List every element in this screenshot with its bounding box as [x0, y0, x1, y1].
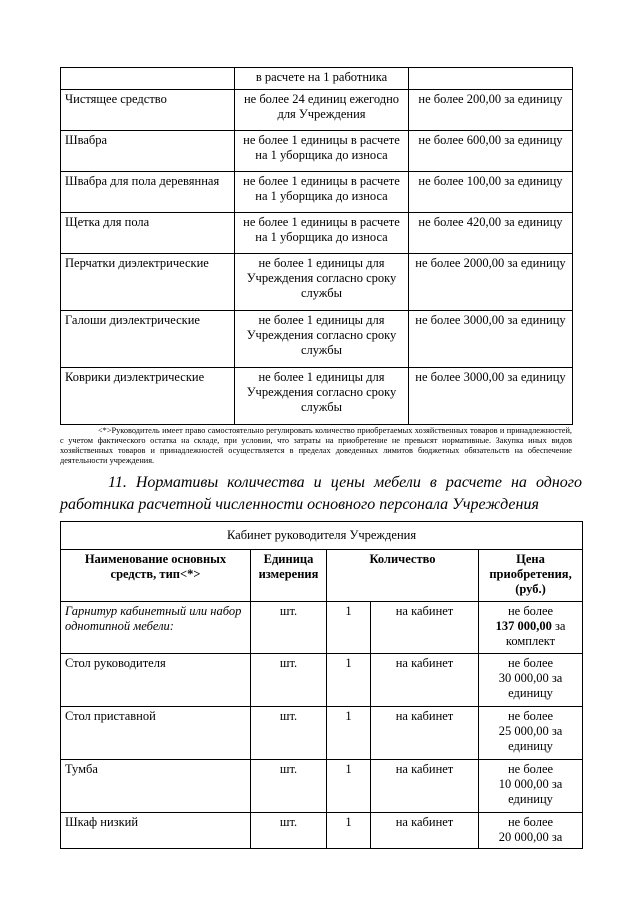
item-name: Перчатки диэлектрические	[61, 254, 235, 311]
cabinet-header-row	[61, 522, 583, 550]
price-suffix: единицу	[508, 686, 553, 700]
price-cell	[479, 602, 583, 654]
price-prefix: не более	[507, 604, 554, 618]
norm-cell: не более 1 единицы для Учреждения согласно сроку службы	[235, 311, 409, 368]
table-row	[61, 760, 583, 813]
price-prefix: не более	[507, 656, 554, 670]
price-cell: не более 420,00 за единицу	[409, 213, 573, 254]
item-name: Швабра для пола деревянная	[61, 172, 235, 213]
price-cell: не более 2000,00 за единицу	[409, 254, 573, 311]
header-name: Наименование основных средств, тип<*>	[61, 550, 251, 602]
item-name: Гарнитур кабинетный или набор однотипной мебели:	[61, 602, 251, 654]
table-row	[61, 311, 573, 368]
price-prefix: не более	[507, 762, 554, 776]
item-name: Шкаф низкий	[61, 813, 251, 849]
per-cell: на кабинет	[371, 760, 479, 813]
header-unit: Единица измерения	[251, 550, 327, 602]
item-name: Швабра	[61, 131, 235, 172]
item-name: Тумба	[61, 760, 251, 813]
price-cell: не более 100,00 за единицу	[409, 172, 573, 213]
table-row	[61, 707, 583, 760]
norm-cell: не более 1 единицы для Учреждения согласно сроку службы	[235, 368, 409, 425]
item-name: Коврики диэлектрические	[61, 368, 235, 425]
price-cell	[479, 654, 583, 707]
table-row	[61, 254, 573, 311]
unit-cell: шт.	[251, 813, 327, 849]
qty-cell: 1	[327, 602, 371, 654]
price-value: 25 000,00 за	[498, 724, 563, 738]
price-value: 10 000,00 за	[498, 777, 563, 791]
price-cell: не более 3000,00 за единицу	[409, 311, 573, 368]
norm-cell: не более 1 единицы в расчете на 1 уборщика до износа	[235, 131, 409, 172]
price-cell: не более 200,00 за единицу	[409, 90, 573, 131]
table-row	[61, 172, 573, 213]
price-suffix: единицу	[508, 739, 553, 753]
unit-cell: шт.	[251, 654, 327, 707]
price-cell	[479, 707, 583, 760]
table-row	[61, 131, 573, 172]
cabinet-title: Кабинет руководителя Учреждения	[61, 522, 583, 550]
per-cell: на кабинет	[371, 602, 479, 654]
norm-cell: в расчете на 1 работника	[235, 68, 409, 90]
per-cell: на кабинет	[371, 813, 479, 849]
table-row	[61, 368, 573, 425]
item-name: Чистящее средство	[61, 90, 235, 131]
consumables-table	[60, 67, 573, 425]
qty-cell: 1	[327, 654, 371, 707]
furniture-table	[60, 521, 583, 849]
item-name: Стол приставной	[61, 707, 251, 760]
unit-cell: шт.	[251, 602, 327, 654]
table-row	[61, 654, 583, 707]
price-cell: не более 3000,00 за единицу	[409, 368, 573, 425]
price-prefix: не более	[507, 709, 554, 723]
unit-cell: шт.	[251, 760, 327, 813]
table-row	[61, 813, 583, 849]
header-qty: Количество	[327, 550, 479, 602]
price-suffix: единицу	[508, 792, 553, 806]
item-name: Галоши диэлектрические	[61, 311, 235, 368]
per-cell: на кабинет	[371, 707, 479, 760]
item-name: Стол руководителя	[61, 654, 251, 707]
price-cell: не более 600,00 за единицу	[409, 131, 573, 172]
column-header-row	[61, 550, 583, 602]
price-cell	[479, 760, 583, 813]
section-title: 11. Нормативы количества и цены мебели в расчете на одного работника расчетной численности основного персонала Учреждения	[60, 474, 582, 513]
table-row	[61, 90, 573, 131]
qty-cell: 1	[327, 707, 371, 760]
table-row	[61, 213, 573, 254]
price-value: 20 000,00 за	[498, 830, 563, 844]
header-price: Цена приобретения, (руб.)	[479, 550, 583, 602]
price-cell	[479, 813, 583, 849]
qty-cell: 1	[327, 813, 371, 849]
price-suffix: за комплект	[505, 619, 566, 648]
item-name: Щетка для пола	[61, 213, 235, 254]
table-row	[61, 602, 583, 654]
footnote: <*>Руководитель имеет право самостоятельно регулировать количество приобретаемых хозяйственных товаров и принадлежностей, с учетом фактического остатка на складе, при условии, что затраты на приобретение не превысят нормативные. Закупка иных видов хозяйственных товаров и принадлежностей осуществляется в пределах доведенных лимитов бюджетных обязательств на обеспечение деятельности учреждения.	[60, 426, 572, 465]
price-value: 30 000,00 за	[498, 671, 563, 685]
per-cell: на кабинет	[371, 654, 479, 707]
norm-cell: не более 1 единицы в расчете на 1 уборщика до износа	[235, 172, 409, 213]
price-value: 137 000,00	[495, 619, 552, 633]
table-row	[61, 68, 573, 90]
norm-cell: не более 1 единицы в расчете на 1 уборщика до износа	[235, 213, 409, 254]
unit-cell: шт.	[251, 707, 327, 760]
norm-cell: не более 1 единицы для Учреждения согласно сроку службы	[235, 254, 409, 311]
price-prefix: не более	[507, 815, 554, 829]
norm-cell: не более 24 единиц ежегодно для Учреждения	[235, 90, 409, 131]
qty-cell: 1	[327, 760, 371, 813]
